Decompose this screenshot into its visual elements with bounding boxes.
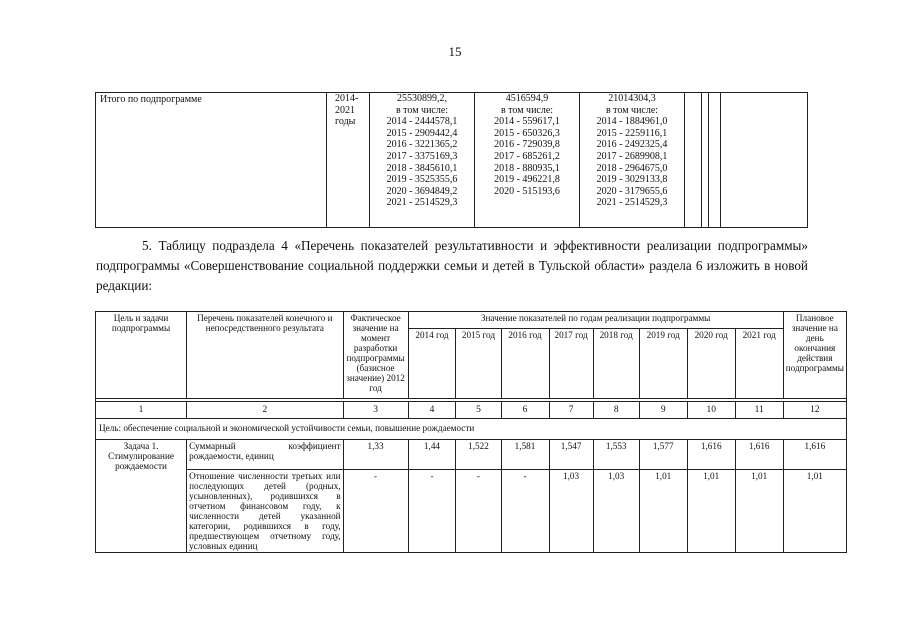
indicator-value: 1,616 <box>687 440 735 470</box>
total-empty-4 <box>721 93 808 228</box>
header-goals: Цель и задачи подпрограммы <box>96 312 187 399</box>
indicator-value: 1,03 <box>549 470 593 553</box>
header-year: 2015 год <box>456 329 501 399</box>
column-number: 3 <box>343 402 408 419</box>
indicator-text: Суммарный коэффициент рождаемости, единиц <box>187 440 344 470</box>
column-number: 7 <box>549 402 593 419</box>
indicator-value: 1,522 <box>456 440 501 470</box>
indicator-value: 1,547 <box>549 440 593 470</box>
indicator-value: - <box>501 470 549 553</box>
header-year: 2021 год <box>735 329 783 399</box>
column-number: 12 <box>783 402 846 419</box>
page-number: 15 <box>448 44 462 59</box>
header-year: 2014 год <box>408 329 456 399</box>
indicator-value: 1,01 <box>783 470 846 553</box>
header-indicators: Перечень показателей конечного и непосредственного результата <box>187 312 344 399</box>
column-number: 5 <box>456 402 501 419</box>
column-number: 1 <box>96 402 187 419</box>
total-empty-3 <box>709 93 721 228</box>
header-year: 2016 год <box>501 329 549 399</box>
instruction-paragraph: 5. Таблицу подраздела 4 «Перечень показателей результативности и эффективности реализации подпрограммы» подпрограммы «Совершенствование социальной поддержки семьи и детей в Тульской области» раздела 6 изложить в новой редакции: <box>96 238 808 293</box>
column-number: 9 <box>639 402 687 419</box>
indicator-value: 1,01 <box>687 470 735 553</box>
total-col-a: 25530899,2, в том числе: 2014 - 2444578,1 2015 - 2909442,4 2016 - 3221365,2 2017 - 3375169,3 2018 - 3845610,1 2019 - 3525355,6 2020 - 3694849,2 2021 - 2514529,3 <box>370 93 475 228</box>
indicator-value: 1,01 <box>639 470 687 553</box>
total-empty-2 <box>702 93 709 228</box>
subprogram-total-table <box>95 92 808 228</box>
indicators-table <box>95 311 847 553</box>
indicator-value: 1,553 <box>593 440 639 470</box>
indicator-value: 1,577 <box>639 440 687 470</box>
indicator-value: 1,44 <box>408 440 456 470</box>
total-col-b: 4516594,9 в том числе: 2014 - 559617,1 2015 - 650326,3 2016 - 729039,8 2017 - 685261,2 2018 - 880935,1 2019 - 496221,8 2020 - 515193,6 <box>475 93 580 228</box>
column-number: 6 <box>501 402 549 419</box>
indicator-value: 1,03 <box>593 470 639 553</box>
indicator-value: - <box>456 470 501 553</box>
header-years-group: Значение показателей по годам реализации подпрограммы <box>408 312 783 329</box>
header-year: 2019 год <box>639 329 687 399</box>
indicator-value: 1,581 <box>501 440 549 470</box>
task-cell: Задача 1. Стимулирование рождаемости <box>96 440 187 553</box>
indicator-value: 1,33 <box>343 440 408 470</box>
total-years: 2014- 2021 годы <box>327 93 370 228</box>
header-year: 2017 год <box>549 329 593 399</box>
indicator-value: 1,616 <box>783 440 846 470</box>
column-number: 8 <box>593 402 639 419</box>
header-actual: Фактическое значение на момент разработки подпрограммы (базисное значение) 2012 год <box>343 312 408 399</box>
indicator-value: 1,616 <box>735 440 783 470</box>
column-number: 10 <box>687 402 735 419</box>
column-number: 11 <box>735 402 783 419</box>
indicator-value: - <box>408 470 456 553</box>
header-planned: Плановое значение на день окончания действия подпрограммы <box>783 312 846 399</box>
header-year: 2020 год <box>687 329 735 399</box>
total-col-c: 21014304,3 в том числе: 2014 - 1884961,0 2015 - 2259116,1 2016 - 2492325,4 2017 - 2689908,1 2018 - 2964675,0 2019 - 3029133,8 2020 - 3179655,6 2021 - 2514529,3 <box>580 93 685 228</box>
total-label: Итого по подпрограмме <box>96 93 327 228</box>
indicator-text: Отношение численности третьих или последующих детей (родных, усыновленных), родившихся в отчетном финансовом году, к численности детей указанной категории, родившихся в году, предшествующем отчетному году, условных единиц <box>187 470 344 553</box>
indicator-value: - <box>343 470 408 553</box>
goal-row: Цель: обеспечение социальной и экономической устойчивости семьи, повышение рождаемости <box>96 419 847 440</box>
total-empty-1 <box>685 93 702 228</box>
column-number: 4 <box>408 402 456 419</box>
column-number: 2 <box>187 402 344 419</box>
header-year: 2018 год <box>593 329 639 399</box>
indicator-value: 1,01 <box>735 470 783 553</box>
